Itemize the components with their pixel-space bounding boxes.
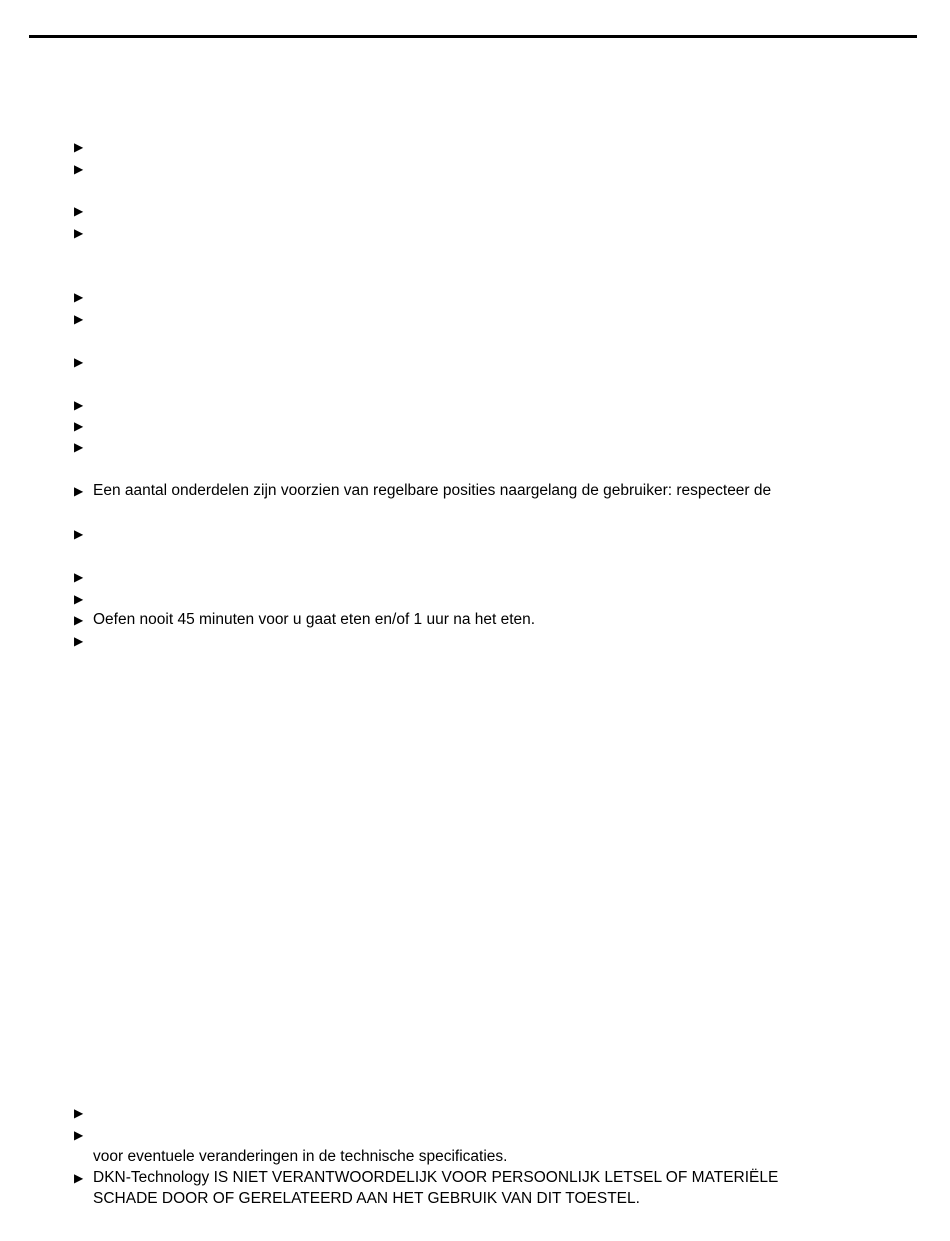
bullet-item-11 [74, 481, 771, 501]
bullet-item-18 [74, 1125, 93, 1145]
bullet-item-3 [74, 201, 93, 221]
bullet-item-16 [74, 631, 93, 651]
bullet-arrow-icon: ▶ [74, 484, 84, 498]
bullet-item-13 [74, 567, 93, 587]
disclaimer-continuation-text: SCHADE DOOR OF GERELATEERD AAN HET GEBRUIK VAN DIT TOESTEL. [93, 1190, 640, 1207]
bullet-item-4 [74, 223, 93, 243]
bullet-item-7 [74, 352, 93, 372]
bullet-item-10 [74, 437, 93, 457]
bullet-item-2 [74, 159, 93, 179]
bullet-item-1 [74, 137, 93, 157]
bullet-item-17 [74, 1103, 93, 1123]
bullet-arrow-icon: ▶ [74, 570, 84, 584]
bullet-item-text: DKN-Technology IS NIET VERANTWOORDELIJK VOOR PERSOONLIJK LETSEL OF MATERIËLE [93, 1169, 779, 1186]
bullet-item-14 [74, 589, 93, 609]
bullet-arrow-icon: ▶ [74, 1171, 84, 1185]
bullet-item-text: Oefen nooit 45 minuten voor u gaat eten en/of 1 uur na het eten. [93, 611, 536, 628]
bullet-arrow-icon: ▶ [74, 613, 84, 627]
bullet-item-5 [74, 287, 93, 307]
bullet-arrow-icon: ▶ [74, 440, 84, 454]
bullet-arrow-icon: ▶ [74, 419, 84, 433]
bullet-item-6 [74, 309, 93, 329]
bullet-arrow-icon: ▶ [74, 398, 84, 412]
bullet-item-12 [74, 524, 93, 544]
bullet-item-15 [74, 610, 535, 630]
bullet-arrow-icon: ▶ [74, 1128, 84, 1142]
bullet-arrow-icon: ▶ [74, 162, 84, 176]
bullet-item-19 [74, 1168, 778, 1188]
bullet-item-8 [74, 395, 93, 415]
top-rule [29, 35, 917, 38]
bullet-item-9 [74, 416, 93, 436]
bullet-arrow-icon: ▶ [74, 527, 84, 541]
bullet-arrow-icon: ▶ [74, 290, 84, 304]
bullet-arrow-icon: ▶ [74, 204, 84, 218]
bullet-arrow-icon: ▶ [74, 634, 84, 648]
bullet-arrow-icon: ▶ [74, 312, 84, 326]
bullet-arrow-icon: ▶ [74, 226, 84, 240]
bullet-arrow-icon: ▶ [74, 140, 84, 154]
bullet-arrow-icon: ▶ [74, 592, 84, 606]
bullet-arrow-icon: ▶ [74, 355, 84, 369]
bullet-item-text: Een aantal onderdelen zijn voorzien van regelbare posities naargelang de gebruiker: respecteer de [93, 482, 772, 499]
specs-continuation-text: voor eventuele veranderingen in de technische specificaties. [93, 1148, 508, 1165]
bullet-arrow-icon: ▶ [74, 1106, 84, 1120]
